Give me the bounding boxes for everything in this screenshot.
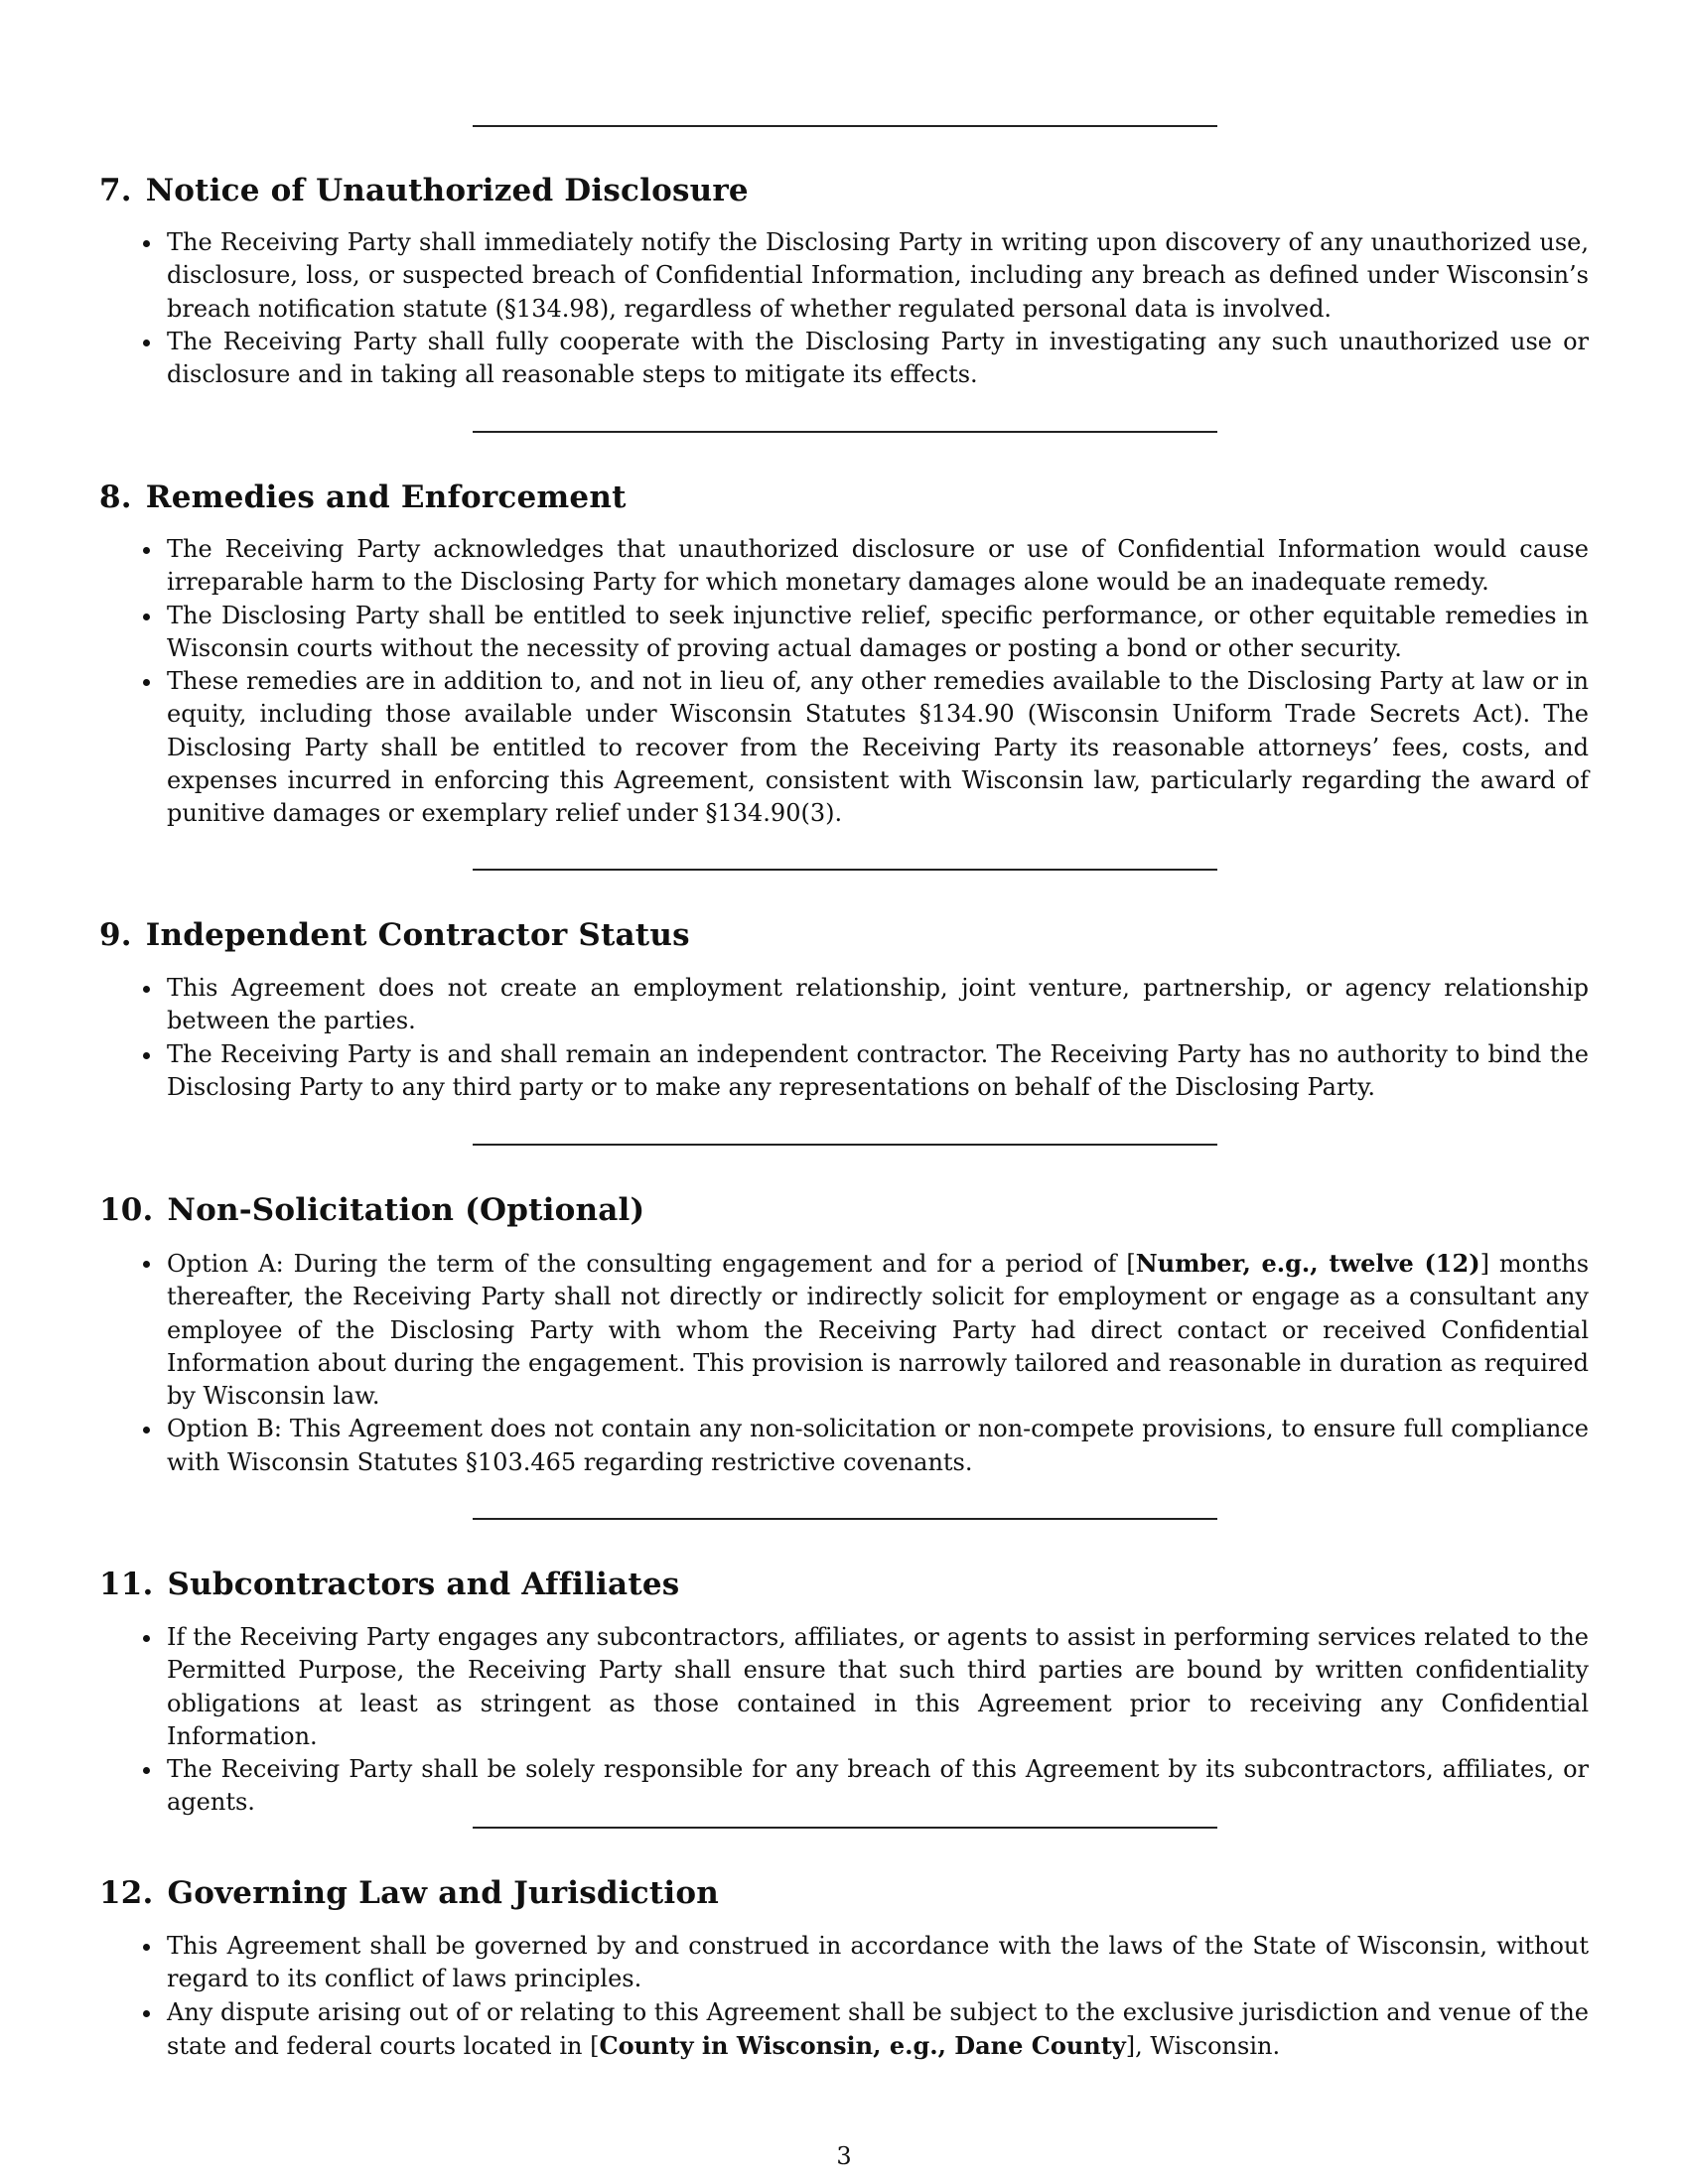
list-item-text: This Agreement shall be governed by and construed in accordance with the laws of the State of Wisconsin, without regard to its conflict of laws principles. — [167, 1932, 1589, 1993]
list-item — [99, 1753, 1589, 1820]
list-item — [99, 665, 1589, 830]
bullet-icon — [143, 547, 150, 554]
list-item-text: Option B: This Agreement does not contain any non-solicitation or non-compete provisions, to ensure full compliance with Wisconsin Statutes §103.465 regarding restrictive covenants. — [167, 1415, 1589, 1476]
section-8-list — [99, 533, 1589, 831]
section-divider — [473, 431, 1217, 433]
bullet-icon — [143, 1427, 150, 1433]
bullet-icon — [143, 679, 150, 686]
list-item-text: The Receiving Party acknowledges that unauthorized disclosure or use of Confidential Information would cause irreparable harm to the Disclosing Party for which monetary damages alone would be an inadequate remedy. — [167, 535, 1589, 597]
placeholder-text: County in Wisconsin, e.g., Dane County — [599, 2030, 1126, 2060]
bullet-icon — [143, 1944, 150, 1951]
section-number: 11. — [99, 1567, 154, 1602]
list-item — [99, 972, 1589, 1038]
placeholder-text: Number, e.g., twelve (12) — [1135, 1249, 1480, 1278]
section-heading-9 — [99, 916, 690, 954]
section-number: 10. — [99, 1192, 154, 1228]
bullet-icon — [143, 986, 150, 993]
list-item-text-after: ] months thereafter, the Receiving Party shall not directly or indirectly solicit for employment or engage as a consultant any employee of the Disclosing Party with whom the Receiving Party had direct contact or received Confidential Information about during the engagement. This provision is narrowly tailored and reasonable in duration as required by Wisconsin law. — [167, 1250, 1590, 1411]
section-divider — [473, 1144, 1217, 1146]
list-item — [99, 326, 1589, 392]
section-number: 7. — [99, 173, 132, 208]
section-number: 9. — [99, 917, 132, 953]
bullet-icon — [143, 614, 150, 620]
list-item-text-before: Option A: During the term of the consulting engagement and for a period of [ — [167, 1250, 1136, 1278]
section-title: Non-Solicitation (Optional) — [167, 1192, 645, 1228]
list-item-text: If the Receiving Party engages any subcontractors, affiliates, or agents to assist in performing services related to the Permitted Purpose, the Receiving Party shall ensure that such third parties are bound by written confidentiality obligations at least as stringent as those contained in this Agreement prior to receiving any Confidential Information. — [167, 1623, 1589, 1750]
list-item — [99, 1247, 1589, 1413]
section-title: Governing Law and Jurisdiction — [167, 1875, 719, 1911]
section-number: 8. — [99, 479, 132, 515]
list-item — [99, 1038, 1589, 1105]
list-item — [99, 1413, 1589, 1479]
section-7-list — [99, 226, 1589, 391]
section-title: Subcontractors and Affiliates — [167, 1567, 680, 1602]
list-item-text: The Receiving Party shall be solely responsible for any breach of this Agreement by its subcontractors, affiliates, or agents. — [167, 1755, 1589, 1817]
section-heading-8 — [99, 478, 627, 516]
bullet-icon — [143, 1052, 150, 1059]
section-divider — [473, 869, 1217, 871]
list-item — [99, 1621, 1589, 1753]
list-item-text: The Disclosing Party shall be entitled to seek injunctive relief, specific performance, or other equitable remedies in Wisconsin courts without the necessity of proving actual damages or posting a bond or other security. — [167, 601, 1589, 662]
list-item-text: This Agreement does not create an employment relationship, joint venture, partnership, or agency relationship between the parties. — [167, 974, 1589, 1035]
section-heading-12 — [99, 1874, 719, 1912]
list-item-text: These remedies are in addition to, and not in lieu of, any other remedies available to the Disclosing Party at law or in equity, including those available under Wisconsin Statutes §134.90 (Wisconsin Uniform Trade Secrets Act). The Disclosing Party shall be entitled to recover from the Receiving Party its reasonable attorneys’ fees, costs, and expenses incurred in enforcing this Agreement, consistent with Wisconsin law, particularly regarding the award of punitive damages or exemplary relief under §134.90(3). — [167, 667, 1589, 828]
section-10-list — [99, 1247, 1589, 1479]
section-heading-10 — [99, 1191, 644, 1229]
list-item-text: The Receiving Party shall immediately notify the Disclosing Party in writing upon discovery of any unauthorized use, disclosure, loss, or suspected breach of Confidential Information, including any breach as defined under Wisconsin’s breach notification statute (§134.98), regardless of whether regulated personal data is involved. — [167, 228, 1589, 323]
page-number: 3 — [836, 2142, 852, 2170]
list-item — [99, 533, 1589, 600]
section-title: Remedies and Enforcement — [145, 479, 627, 515]
list-item-text-after: ], Wisconsin. — [1125, 2031, 1281, 2060]
bullet-icon — [143, 240, 150, 247]
bullet-icon — [143, 1261, 150, 1268]
section-heading-11 — [99, 1566, 679, 1603]
list-item — [99, 1930, 1589, 1996]
bullet-icon — [143, 2010, 150, 2017]
section-title: Notice of Unauthorized Disclosure — [145, 173, 749, 208]
list-item-text-before: Any dispute arising out of or relating to this Agreement shall be subject to the exclusive jurisdiction and venue of the state and federal courts located in [ — [167, 1997, 1589, 2060]
list-item-text: The Receiving Party shall fully cooperate with the Disclosing Party in investigating any such unauthorized use or disclosure and in taking all reasonable steps to mitigate its effects. — [167, 327, 1589, 389]
section-divider — [473, 125, 1217, 127]
section-12-list — [99, 1930, 1589, 2063]
section-divider — [473, 1518, 1217, 1520]
list-item — [99, 600, 1589, 666]
section-heading-7 — [99, 172, 749, 209]
list-item-text: The Receiving Party is and shall remain an independent contractor. The Receiving Party has no authority to bind the Disclosing Party to any third party or to make any representations on behalf of the Disclosing Party. — [167, 1039, 1589, 1101]
list-item — [99, 1996, 1589, 2064]
section-number: 12. — [99, 1875, 154, 1911]
section-9-list — [99, 972, 1589, 1104]
list-item — [99, 226, 1589, 326]
section-11-list — [99, 1621, 1589, 1820]
bullet-icon — [143, 340, 150, 346]
section-title: Independent Contractor Status — [145, 917, 690, 953]
bullet-icon — [143, 1767, 150, 1774]
bullet-icon — [143, 1635, 150, 1642]
section-divider — [473, 1827, 1217, 1829]
